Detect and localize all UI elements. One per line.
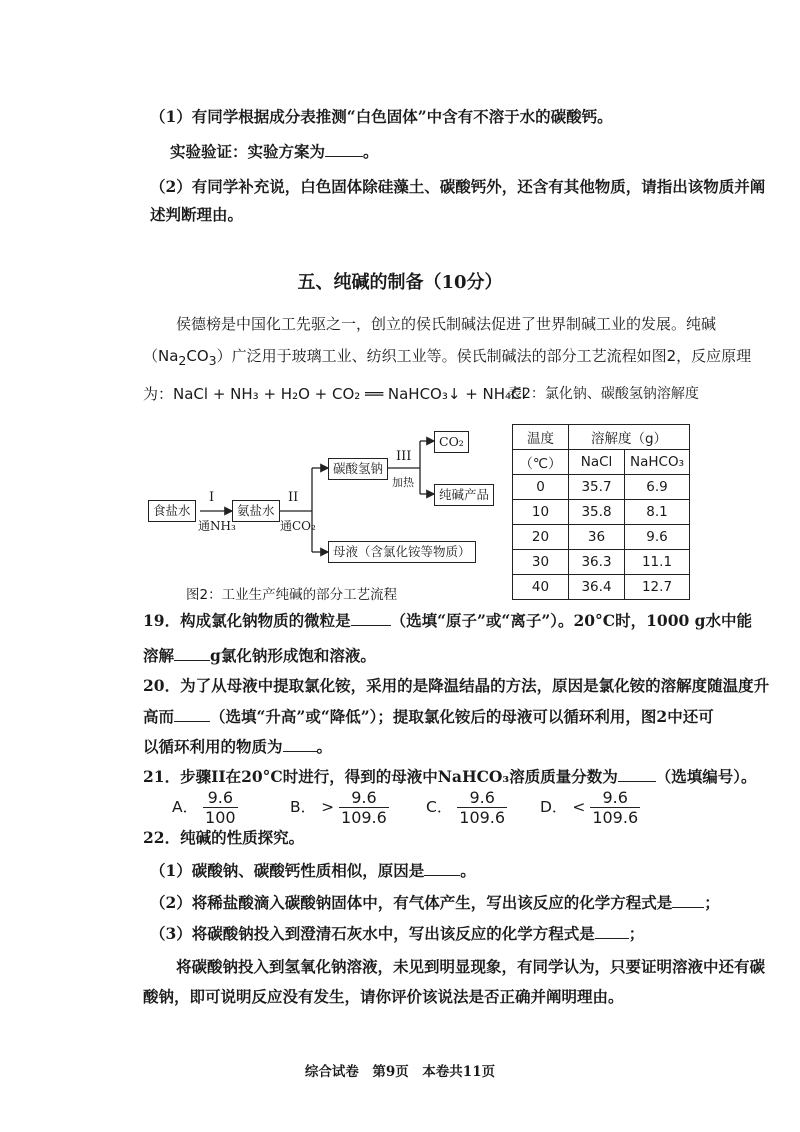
- q19-text: g氯化钠形成饱和溶液。: [210, 646, 376, 665]
- cell: 0: [513, 475, 569, 500]
- q2-line1: （2）有同学补充说，白色固体除硅藻土、碳酸钙外，还含有其他物质，请指出该物质并阐: [150, 177, 766, 196]
- numerator: 9.6: [457, 788, 507, 808]
- answer-blank[interactable]: [174, 707, 210, 722]
- q1-verify-text: 实验验证：实验方案为: [170, 142, 326, 161]
- figure-caption: 图2：工业生产纯碱的部分工艺流程: [186, 587, 398, 603]
- box-ammonia-brine: 氨盐水: [232, 500, 280, 522]
- q22-text: ；: [628, 924, 645, 943]
- cell: 12.7: [625, 575, 690, 600]
- q20-line3: [143, 736, 332, 758]
- intro-part: （Na: [143, 347, 179, 365]
- answer-blank[interactable]: [672, 893, 704, 908]
- cell: 9.6: [625, 525, 690, 550]
- section-title: 五、纯碱的制备（10分）: [297, 272, 503, 293]
- q22-p1: [150, 860, 476, 882]
- q22-p3: [150, 923, 644, 945]
- cell: 36.3: [569, 550, 625, 575]
- option-prefix: <: [572, 798, 586, 816]
- cell: 36.4: [569, 575, 625, 600]
- option-label: A．: [172, 798, 199, 816]
- box-product: 纯碱产品: [434, 484, 494, 506]
- label-nh3: 通NH₃: [198, 519, 236, 533]
- option-label: B．: [290, 798, 317, 816]
- fraction: [339, 788, 389, 827]
- cell: 40: [513, 575, 569, 600]
- intro-line1: 侯德榜是中国化工先驱之一，创立的侯氏制碱法促进了世界制碱工业的发展。纯碱: [176, 315, 717, 333]
- header-nahco3: NaHCO₃: [625, 450, 690, 475]
- q20-line1: 20．为了从母液中提取氯化铵，采用的是降温结晶的方法，原因是氯化铵的溶解度随温度升: [143, 676, 770, 695]
- intro-subscript: 2: [178, 353, 187, 368]
- q21-text: 21．步骤II在20°C时进行，得到的母液中NaHCO₃溶质质量分数为: [143, 767, 618, 786]
- cell: 8.1: [625, 500, 690, 525]
- numerator: 9.6: [203, 788, 238, 808]
- page-footer: 综合试卷 第9页 本卷共11页: [304, 1064, 496, 1080]
- answer-blank[interactable]: [174, 646, 210, 661]
- header-nacl: NaCl: [569, 450, 625, 475]
- cell: 6.9: [625, 475, 690, 500]
- header-temp-unit: （℃）: [513, 450, 569, 475]
- cell: 10: [513, 500, 569, 525]
- answer-blank[interactable]: [351, 611, 391, 626]
- denominator: 100: [205, 808, 236, 827]
- q2-line2: 述判断理由。: [150, 205, 244, 224]
- q20-text: 。: [316, 737, 333, 756]
- reaction-prefix: 为：: [143, 385, 174, 403]
- cell: 20: [513, 525, 569, 550]
- q20-text: 高而: [143, 707, 175, 726]
- q22-text: （3）将碳酸钠投入到澄清石灰水中，写出该反应的化学方程式是: [150, 924, 595, 943]
- q22-text: （2）将稀盐酸滴入碳酸钠固体中，有气体产生，写出该反应的化学方程式是: [150, 893, 673, 912]
- denominator: 109.6: [592, 808, 639, 827]
- q22-text: （1）碳酸钠、碳酸钙性质相似，原因是: [150, 861, 425, 880]
- step3-label: III: [396, 449, 412, 464]
- denominator: 109.6: [459, 808, 506, 827]
- cell: 36: [569, 525, 625, 550]
- option-prefix: >: [321, 798, 335, 816]
- option-d[interactable]: [540, 788, 640, 827]
- q22-text: ；: [704, 893, 720, 912]
- box-bicarbonate: 碳酸氢钠: [328, 458, 388, 480]
- option-c[interactable]: [426, 788, 507, 827]
- option-a[interactable]: [172, 788, 238, 827]
- box-co2: CO₂: [434, 431, 469, 453]
- option-label: D．: [540, 798, 568, 816]
- q19-text: 19．构成氯化钠物质的微粒是: [143, 611, 351, 630]
- q19-line2: [143, 645, 376, 667]
- step1-label: I: [209, 490, 215, 505]
- q21-text: （选填编号）。: [655, 767, 757, 786]
- answer-blank[interactable]: [618, 767, 656, 782]
- cell: 35.8: [569, 500, 625, 525]
- numerator: 9.6: [590, 788, 640, 808]
- cell: 35.7: [569, 475, 625, 500]
- q1-verify-end: 。: [363, 142, 379, 161]
- q1-text: （1）有同学根据成分表推测“白色固体”中含有不溶于水的碳酸钙。: [150, 107, 613, 126]
- q22-p4-line1: 将碳酸钠投入到氢氧化钠溶液，未见到明显现象，有同学认为，只要证明溶液中还有碳: [176, 957, 766, 976]
- label-heat: 加热: [392, 476, 414, 489]
- q22-title: 22．纯碱的性质探究。: [143, 828, 305, 847]
- q22-p4-line2: 酸钠，即可说明反应没有发生，请你评价该说法是否正确并阐明理由。: [143, 987, 624, 1006]
- q19-text: 溶解: [143, 646, 175, 665]
- box-brine: 食盐水: [148, 500, 196, 522]
- numerator: 9.6: [339, 788, 389, 808]
- q20-text: 以循环利用的物质为: [143, 737, 283, 756]
- step2-label: II: [288, 490, 299, 505]
- q22-p2: [150, 892, 720, 914]
- denominator: 109.6: [341, 808, 387, 827]
- cell: 30: [513, 550, 569, 575]
- q19-line1: [143, 610, 752, 632]
- fraction: [203, 788, 238, 827]
- q19-text: （选填“原子”或“离子”）。20°C时，1000 g水中能: [390, 611, 753, 630]
- header-solubility: 溶解度（g）: [569, 425, 690, 450]
- table-caption: 表2：氯化钠、碳酸氢钠溶解度: [508, 386, 699, 402]
- option-label: C．: [426, 798, 453, 816]
- header-temp: 温度: [513, 425, 569, 450]
- q20-line2: [143, 706, 714, 728]
- answer-blank[interactable]: [283, 737, 317, 752]
- q22-text: 。: [460, 861, 476, 880]
- answer-blank[interactable]: [424, 861, 460, 876]
- fraction: [590, 788, 640, 827]
- option-b[interactable]: [290, 788, 389, 827]
- intro-part: ）广泛用于玻璃工业、纺织工业等。侯氏制碱法的部分工艺流程如图2，反应原理: [216, 347, 752, 365]
- fraction: [457, 788, 507, 827]
- answer-blank[interactable]: [595, 924, 629, 939]
- cell: 11.1: [625, 550, 690, 575]
- box-mother-liquor: 母液（含氯化铵等物质）: [328, 541, 476, 563]
- q21-line: [143, 766, 756, 788]
- reaction-equation: NaCl + NH₃ + H₂O + CO₂ ══ NaHCO₃↓ + NH₄Cl: [173, 385, 526, 403]
- intro-part: CO: [186, 347, 209, 365]
- intro-subscript: 3: [208, 353, 217, 368]
- label-co2: 通CO₂: [280, 519, 316, 533]
- q20-text: （选填“升高”或“降低”）；提取氯化铵后的母液可以循环利用，图2中还可: [210, 707, 714, 726]
